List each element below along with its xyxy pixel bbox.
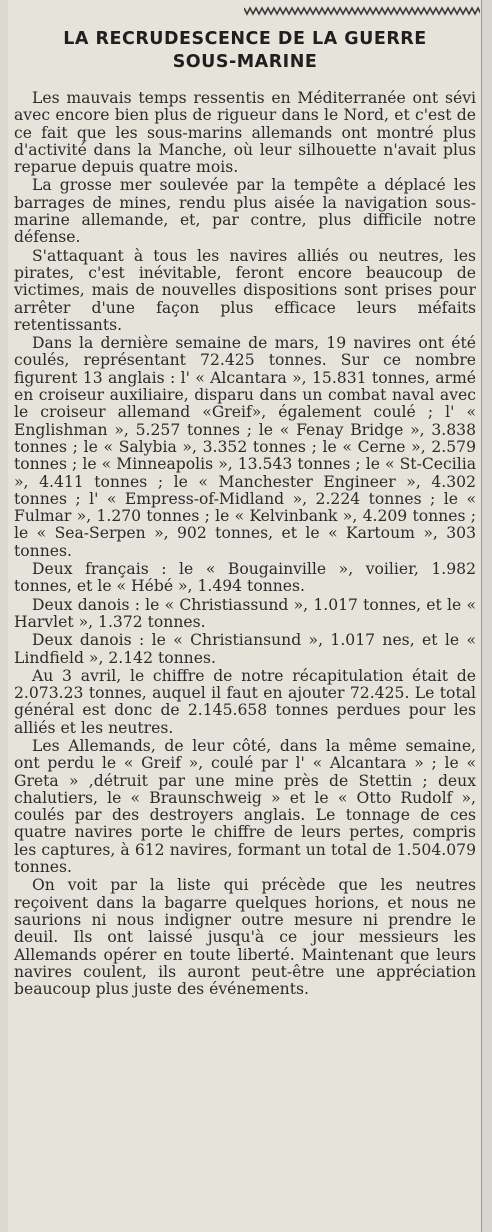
article-body <box>14 90 476 998</box>
paragraph-10: On voit par la liste qui précède que les neutres reçoivent dans la bagarre quelques horions, et nous ne saurions ni nous indigner outre mesure ni prendre le deuil. Ils ont laissé jusqu'à ce jour messieurs les Allemands opérer en toute liberté. Maintenant que leurs navires coulent, ils auront peut-être une appréciation beaucoup plus juste des événements. <box>14 876 476 999</box>
right-column-edge <box>481 0 492 1232</box>
paragraph-3: S'attaquant à tous les navires alliés ou neutres, les pirates, c'est inévitable, feront encore beaucoup de victimes, mais de nouvelles dispositions sont prises pour arrêter d'une façon plus efficace leurs méfaits retentissants. <box>14 246 476 334</box>
left-column-edge <box>0 0 8 1232</box>
paragraph-4: Dans la dernière semaine de mars, 19 navires ont été coulés, représentant 72.425 tonnes. Sur ce nombre figurent 13 anglais : l' « Alcantara », 15.831 tonnes, armé en croiseur auxiliaire, disparu dans un combat naval avec le croiseur allemand «Greif», également coulé ; l' « Englishman », 5.257 tonnes ; le « Fenay Bridge », 3.838 tonnes ; le « Salybia », 3.352 tonnes ; le « Cerne », 2.579 tonnes ; le « Minneapolis », 13.543 tonnes ; le « St-Cecilia », 4.411 tonnes ; le « Manchester Engineer », 4.302 tonnes ; l' « Empress-of-Midland », 2.224 tonnes ; le « Fulmar », 1.270 tonnes ; le « Kelvinbank », 4.209 tonnes ; le « Sea-Serpen », 902 tonnes, et le « Kartoum », 303 tonnes. <box>14 334 476 560</box>
decorative-wavy-rule <box>244 5 480 17</box>
paragraph-8: Au 3 avril, le chiffre de notre récapitulation était de 2.073.23 tonnes, auquel il faut en ajouter 72.425. Le total général est donc de 2.145.658 tonnes perdues pour les alliés et les neutres. <box>14 666 476 737</box>
paragraph-1: Les mauvais temps ressentis en Méditerranée ont sévi avec encore bien plus de rigueur dans le Nord, et c'est de ce fait que les sous-marins allemands ont montré plus d'activité dans la Manche, où leur silhouette n'avait plus reparue depuis quatre mois. <box>14 89 476 177</box>
headline <box>14 28 476 74</box>
article <box>14 28 476 999</box>
paragraph-6: Deux danois : le « Christiassund », 1.017 tonnes, et le « Harvlet », 1.372 tonnes. <box>14 595 476 631</box>
paragraph-7: Deux danois : le « Christiansund », 1.017 nes, et le « Lindfield », 2.142 tonnes. <box>14 631 476 667</box>
paragraph-5: Deux français : le « Bougainville », voilier, 1.982 tonnes, et le « Hébé », 1.494 tonnes. <box>14 560 476 596</box>
headline-line-2: SOUS-MARINE <box>172 52 318 72</box>
headline-line-1: LA RECRUDESCENCE DE LA GUERRE <box>63 29 427 49</box>
paragraph-9: Les Allemands, de leur côté, dans la même semaine, ont perdu le « Greif », coulé par l' « Alcantara » ; le « Greta » ,détruit par une mine près de Stettin ; deux chalutiers, le « Braunschweig » et le « Otto Rudolf », coulés par des destroyers anglais. Le tonnage de ces quatre navires porte le chiffre de leurs pertes, compris les captures, à 612 navires, formant un total de 1.504.079 tonnes. <box>14 736 476 877</box>
paragraph-2: La grosse mer soulevée par la tempête a déplacé les barrages de mines, rendu plus aisée la navigation sous-marine allemande, et, par contre, plus difficile notre défense. <box>14 176 476 247</box>
